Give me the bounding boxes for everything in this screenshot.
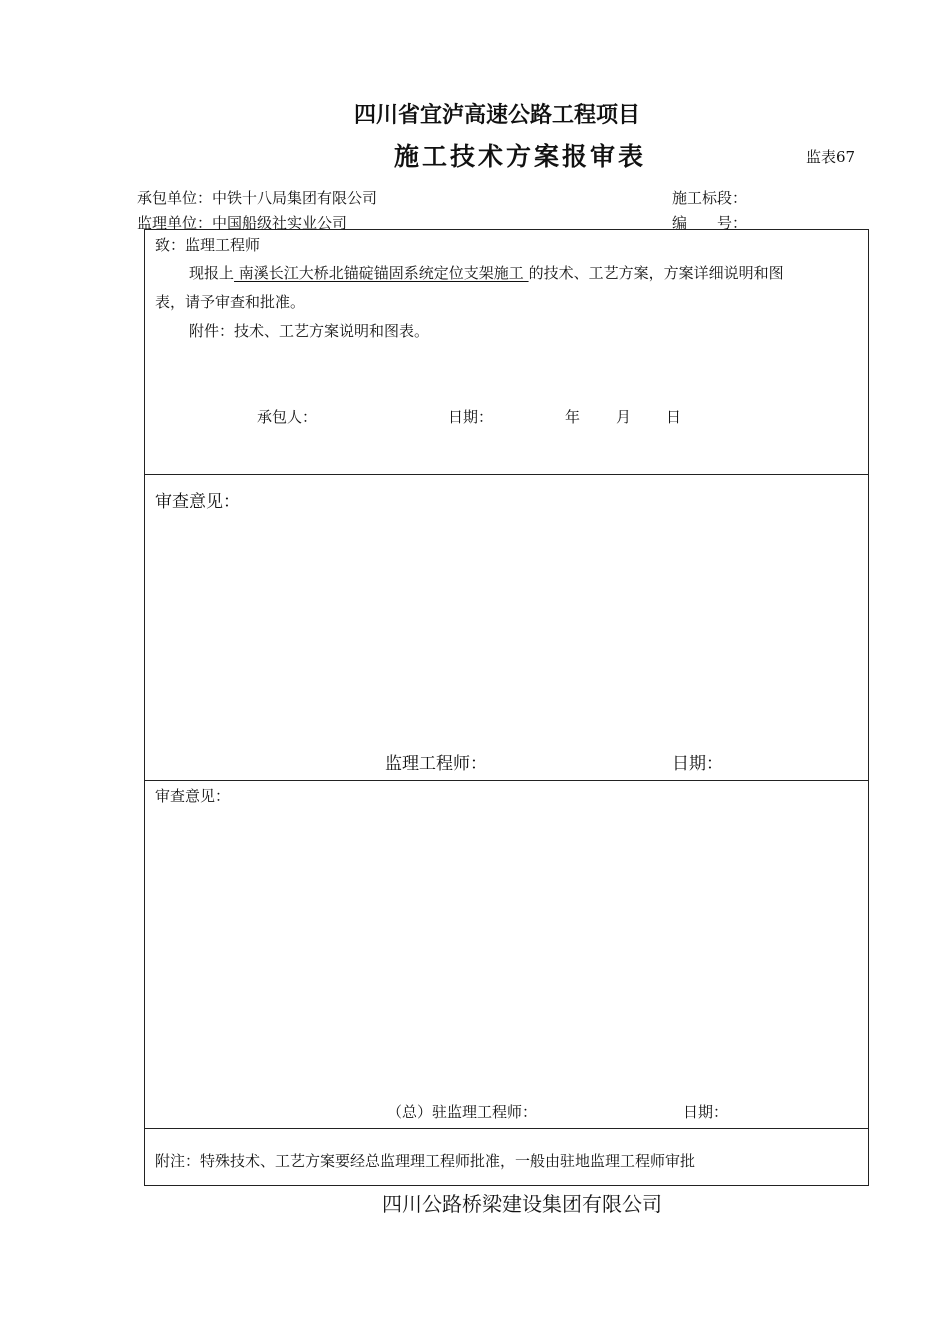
addressee: 致：监理工程师 [155,236,261,254]
review-form-table [144,229,869,1186]
contractor-signature-label: 承包人： [257,408,318,426]
form-number: 监表67 [806,148,856,166]
day-label: 日 [666,408,682,426]
chief-review-section [145,781,868,1129]
submission-section [145,230,868,475]
submission-suffix: 的技术、工艺方案，方案详细说明和图 [528,264,784,282]
year-label: 年 [565,408,581,426]
submission-prefix: 现报上 [189,264,235,282]
number-label: 编 号： [672,214,748,232]
note-section [145,1129,868,1185]
section-label: 施工标段： [672,189,748,207]
attachment-note: 附件：技术、工艺方案说明和图表。 [189,322,430,340]
submission-subject: 南溪长江大桥北锚碇锚固系统定位支架施工 [234,264,529,282]
engineer-date-label: 日期： [672,754,723,774]
chief-engineer-date-label: 日期： [683,1103,729,1121]
chief-engineer-signature-label: （总）驻监理工程师： [387,1103,538,1121]
company-footer: 四川公路桥梁建设集团有限公司 [382,1192,662,1216]
chief-review-opinion-label: 审查意见： [155,787,231,805]
contractor-date-label: 日期： [448,408,494,426]
contractor-label: 承包单位：中铁十八局集团有限公司 [137,189,378,207]
engineer-signature-label: 监理工程师： [385,754,487,774]
month-label: 月 [616,408,632,426]
supervisor-label: 监理单位：中国船级社实业公司 [137,214,348,232]
review-opinion-label: 审查意见： [155,492,240,512]
engineer-review-section [145,475,868,781]
note-text: 附注：特殊技术、工艺方案要经总监理理工程师批准，一般由驻地监理工程师审批 [155,1152,696,1170]
form-title: 施工技术方案报审表 [393,142,646,171]
project-title: 四川省宜泸高速公路工程项目 [353,103,640,128]
submission-line-1 [189,262,784,283]
submission-line-2: 表，请予审查和批准。 [155,293,306,311]
